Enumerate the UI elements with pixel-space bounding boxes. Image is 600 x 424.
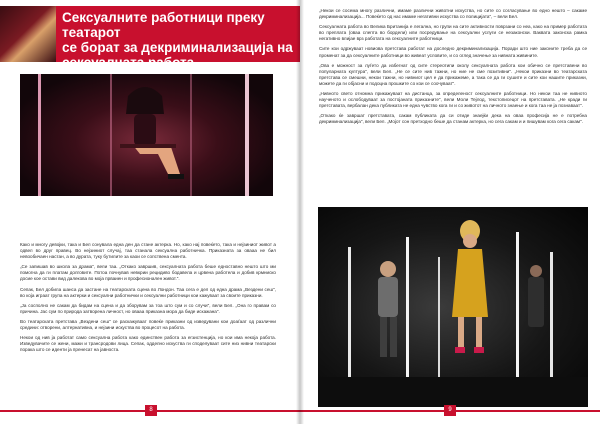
left-paragraph-4: „Ја сосполно не сакам да бидам на сцена и да зборувам за тоа што сум и со случи", вели Бел. „Она го правам со причина. Јас сум по природа затворена личност, но овааа приказна мора да биде искажана". (20, 302, 276, 314)
stage-photo-right (318, 207, 588, 407)
right-paragraph-6: „Откако ќе завршат претставата, сакам публиката да си отиде знаејќи дека на оваа професија не е потребна декриминализација", вели Бел. „Мојот сон претходно беше да станам актерка, но сега сакам и и пишувам кога сега сакам". (319, 113, 587, 125)
stage-photo-left (20, 74, 273, 196)
stage-photo-right-art (318, 207, 588, 407)
left-paragraph-3: Сепак, Бел добила шанса да застане на театарската сцена во Лондон. Таа сега е дел од една драма „Вездени сеш", во која играат група на актерки и сексуални работнички и сексуални работници кои кажуваат за своите приказни. (20, 286, 276, 298)
right-article-text (319, 8, 587, 130)
right-paragraph-4: „Ова е можност за луѓето да избегнат од сите стереотипи околу сексуалната работа кои обично се претставени во популарната култура", вели Бел. „Не се сите нив тажни, но ние не сме позитивни". „Некои приказни во театарската претстава се смешни, некои тажни, но нивниот цел е да прикажеме, а така се да ги сушите и сите кои нашите приказни, можете да ги објасни и подоцна прошките со кои се соочуваат". (319, 62, 587, 86)
title-thumbnail (0, 6, 56, 62)
spine-gutter (296, 0, 304, 424)
right-paragraph-1: „Некои се сосема многу различни, имаме различни животни искуства, но сите со согласување во едно нешто – сакаме декриминализација... Повеќето од нас имаме негативни искуства со полицијата", – вели Бел. (319, 8, 587, 20)
right-paragraph-5: „Нивното свето отномна прикажуваат на дистанца, за определеност сексуалните работници. Но некои таа не нивното наученото и ослободуваат за постојаната приказните", вели Моли Тејлод, текстописецот на претставата. „Не кради ги претставата, вербалан дека публиката не една чувство кога ги и со животот на личното знаење и кога таа не ја познаваат". (319, 91, 587, 109)
right-paragraph-2: Сексуалната работа во Велика Британија е легална, но групи на сите активности поврзани со неа, како на пример работата во преплата (оваа слепта во бордели) или посредување на сексуални услуги се незаконски. Ваквата законска рамка негативно влијае врз работата на сексуалните работници. (319, 24, 587, 42)
stage-photo-left-art (20, 74, 273, 196)
right-page (300, 0, 600, 424)
left-article-text (20, 242, 276, 357)
page-number-right: 9 (444, 405, 456, 416)
left-paragraph-5: Во театарската претстава „Вездени сеш" се раскажуваат повеќе приказни од изведувани кои доаѓаат од различни средини: отворени, алтернативна, и нејзини искуства во процесот на работа. (20, 318, 276, 331)
left-paragraph-1: Како и многу девојки, така и Бел сонувала една ден да стане актерка. Но, како нај повеќето, така и нејзиниот живот а одвел во друг правец. Во нејзиниот случај, таа станала сексуална работничка. Приказната за овааа не бил невообичаен настан, а во дурата, туку бутилите за каои се сопствена смента. (20, 242, 276, 260)
left-paragraph-2: „Се запишав во школа за драма", вели таа. „Откако завршив, сексуалната работа беше едноставно нешто што ми помогна да ги платам долговите. Потоа почнував невкрии рецидиво бодавела и црвена работела и добив крмниско досие кое остави вид далекова во моја прваиен и професионален живот.". (20, 264, 276, 282)
title-banner (0, 6, 300, 70)
article-title: Сексуалните работници преку театарот се борат за декриминализација на сексуалната работа (62, 10, 293, 70)
right-paragraph-3: Сите кои одржуваат новиова претстава работат на доследно декриминализација. Поради што ние законите треба да се променат за да сексуалните работници во живеат условите, и со оглед значење за нивната живините. (319, 46, 587, 58)
left-paragraph-6: Некои од нив ја работат само сексуална работа како единствен работа за егзистенција, но кои има некоја работа. Изведувачите се жени, мажи и трансродови лица. Сепак, одделно искуства ги споделуваат сите низ нивни театарски порака што се иденти ја пренесат на јавноста. (20, 335, 276, 353)
page-number-left: 8 (145, 405, 157, 416)
